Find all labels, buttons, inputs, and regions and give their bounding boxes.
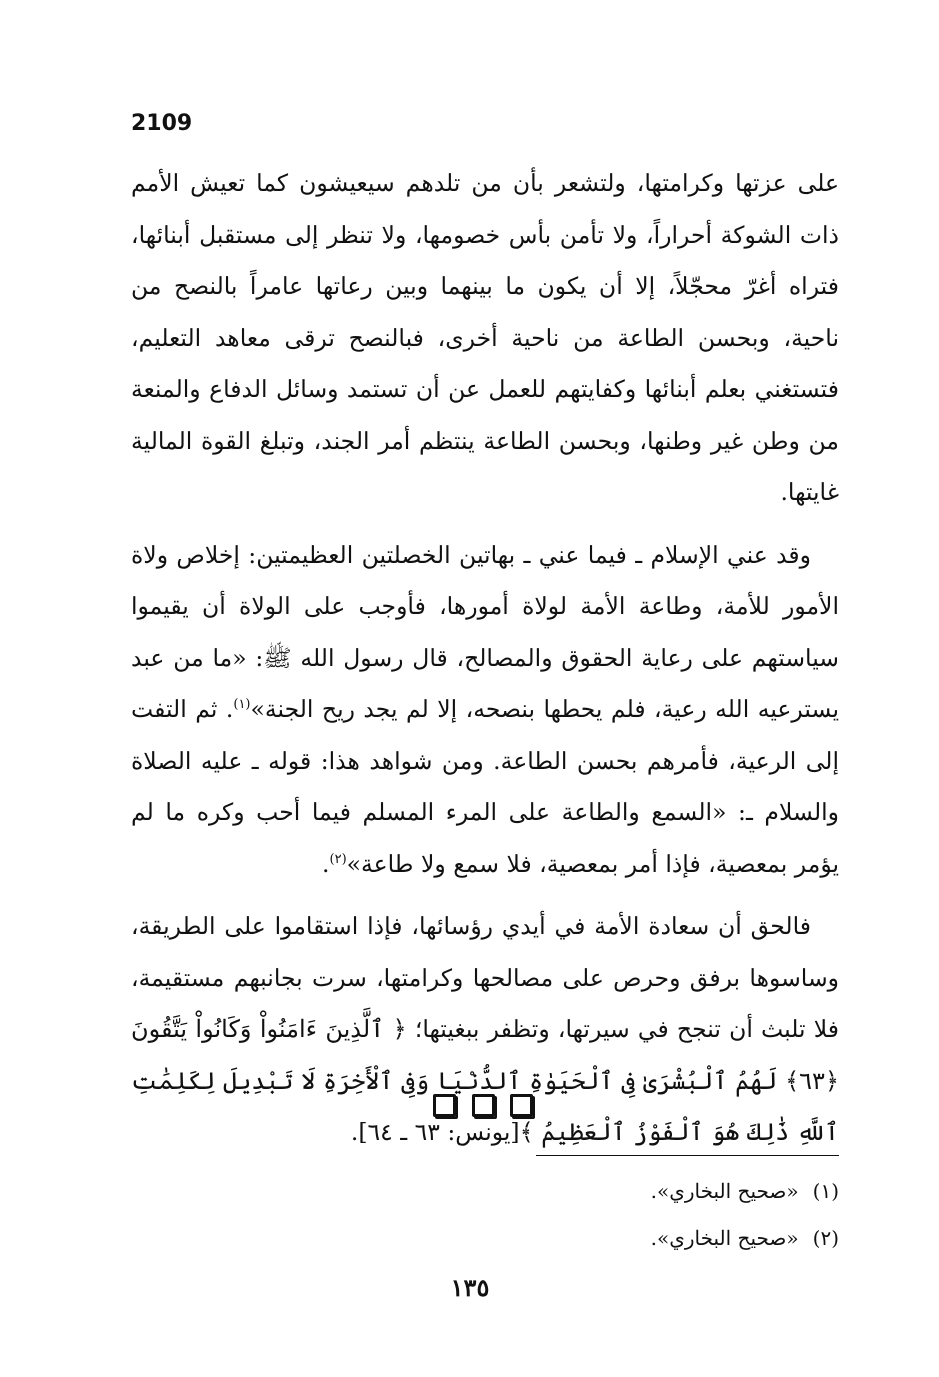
- separator-square-icon: [510, 1094, 533, 1117]
- paragraph-3-text: فالحق أن سعادة الأمة في أيدي رؤسائها، فإذا استقاموا على الطريقة، وساسوها برفق وحرص على مصالحها وكرامتها، سرت بجانبهم مستقيمة، فلا تلبث أن تنجح في سيرتها، وتظفر ببغيتها؛: [131, 912, 839, 1043]
- quran-reference: [يونس: ٦٣ ـ ٦٤].: [350, 1118, 520, 1146]
- footnote-text: «صحيح البخاري».: [650, 1179, 799, 1203]
- footnote-1: [400, 1168, 839, 1215]
- paragraph-1: على عزتها وكرامتها، ولتشعر بأن من تلدهم سيعيشون كما تعيش الأمم ذات الشوكة أحراراً، ولا تأمن بأس خصومها، ولا تنظر إلى مستقبل أبنائها، فتراه أغرّ محجّلاً، إلا أن يكون ما بينهما وبين رعاتها عامراً بالنصح من ناحية، وبحسن الطاعة من ناحية أخرى، فبالنصح ترقى معاهد التعليم، فتستغني بعلم أبنائها وكفايتهم للعمل عن أن تستمد وسائل الدفاع والمنعة من وطن غير وطنها، وبحسن الطاعة ينتظم أمر الجند، وتبلغ القوة المالية غايتها.: [131, 169, 839, 506]
- footnotes: [400, 1168, 839, 1262]
- page-number-bottom: ١٣٥: [450, 1273, 490, 1302]
- paragraph-2: [131, 530, 839, 891]
- separator-square-icon: [472, 1094, 495, 1117]
- quran-verse: ﴿ ٱلَّذِينَ ءَامَنُواْ وَكَانُواْ يَتَّقُونَ ﴿٦٣﴾ لَهُمُ ٱلْبُشْرَىٰ فِى ٱلْحَيَوٰةِ ٱلدُّنْيَا وَفِى ٱلْأَخِرَةِ لَا تَبْدِيلَ لِكَلِمَٰتِ ٱللَّهِ ذَٰلِكَ هُوَ ٱلْفَوْزُ ٱلْعَظِيمُ ﴾: [131, 1015, 839, 1146]
- footnote-text: «صحيح البخاري».: [650, 1226, 799, 1250]
- page-number-top: 2109: [131, 111, 193, 136]
- footnote-divider: [536, 1155, 839, 1156]
- paragraph-2-end: .: [322, 849, 330, 878]
- footnote-ref-1[interactable]: (١): [233, 697, 251, 713]
- paragraph-2-middle: . ثم التفت إلى الرعية، فأمرهم بحسن الطاعة. ومن شواهد هذا: قوله ـ عليه الصلاة والسلام ـ: «السمع والطاعة على المرء المسلم فيما أحب وكره ما لم يؤمر بمعصية، فإذا أمر بمعصية، فلا سمع ولا طاعة»: [131, 695, 839, 878]
- footnote-number: (٢): [812, 1226, 839, 1250]
- paragraph-2-text: وقد عني الإسلام ـ فيما عني ـ بهاتين الخصلتين العظيمتين: إخلاص ولاة الأمور للأمة، وطاعة الأمة لولاة أمورها، فأوجب على الولاة أن يقيموا سياستهم على رعاية الحقوق والمصالح، قال رسول الله ﷺ: «ما من عبد يسترعيه الله رعية، فلم يحطها بنصحه، إلا لم يجد ريح الجنة»: [131, 540, 839, 723]
- body-text: [131, 158, 839, 1159]
- footnote-2: [400, 1215, 839, 1262]
- footnote-number: (١): [812, 1179, 839, 1203]
- footnote-ref-2[interactable]: (٢): [329, 851, 347, 867]
- separator-square-icon: [433, 1094, 456, 1117]
- section-separator: [433, 1094, 533, 1120]
